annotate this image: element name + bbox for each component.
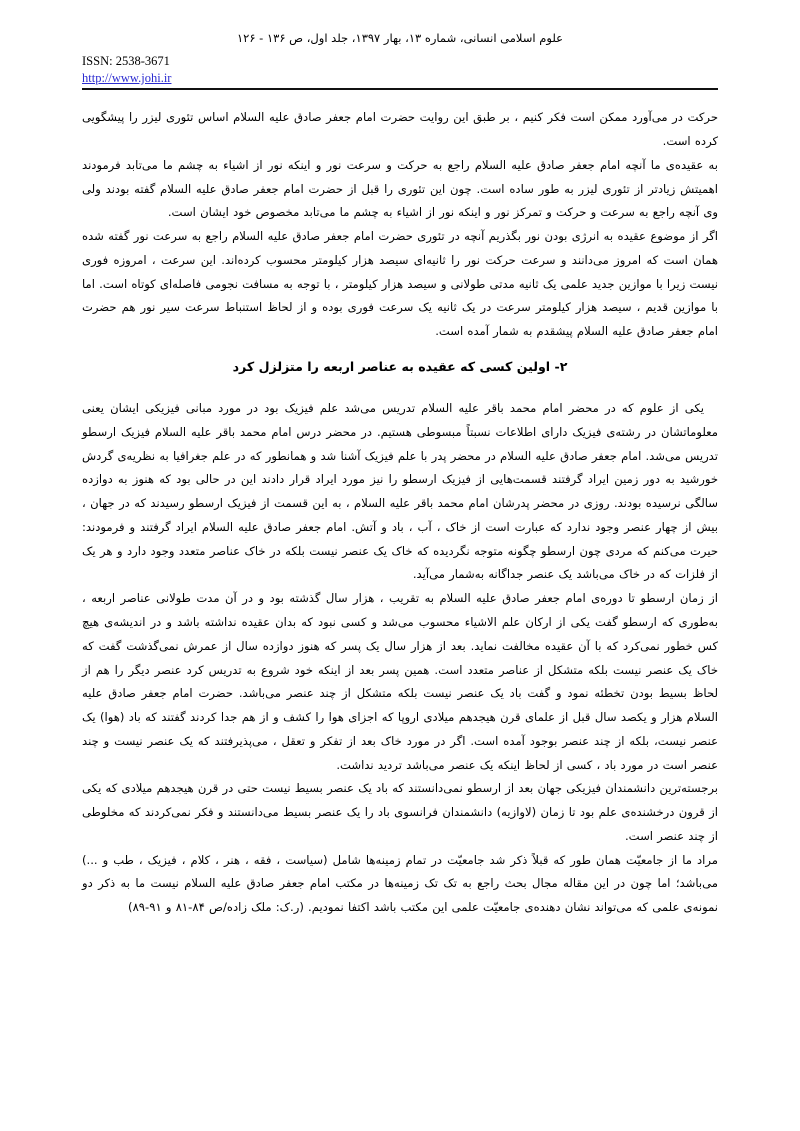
journal-identifier-block (82, 53, 718, 86)
paragraph: برجسته‌ترین دانشمندان فیزیکی جهان بعد از ارسطو نمی‌دانستند که باد یک عنصر بسیط نیست حتی در قرن هیجدهم میلادی که یکی از قرون درخشنده‌ی علم بود تا زمان (لاوازیه) دانشمندان فرانسوی باد را یک عنصر بسیط می‌دانستند و فکر نمی‌کردند که مخلوطی از چند عنصر است. (82, 781, 718, 843)
article-body (82, 106, 718, 920)
paragraph: به عقیده‌ی ما آنچه امام جعفر صادق علیه السلام راجع به حرکت و سرعت نور و اینکه نور از اشیاء به چشم ما می‌تابد فرمودند اهمیتش زیادتر از تئوری لیزر به طور ساده است. چون این تئوری را قبل از حضرت امام جعفر صادق علیه السلام گفته بودند ولی وی آنچه راجع به سرعت و حرکت و تمرکز نور و اینکه نور از اشیاء به چشم ما می‌تابد مخصوص خود ایشان است. (82, 157, 718, 220)
paragraph: از زمان ارسطو تا دوره‌ی امام جعفر صادق علیه السلام به تقریب ، هزار سال گذشته بود و در آن مدت طولانی عناصر اربعه ، به‌طوری که ارسطو گفت یکی از ارکان علم الاشیاء محسوب می‌شد و کسی نبود که بدان عقیده نداشته باشد و در اندیشه‌ی هیچ کس خطور نمی‌کرد که با آن عقیده مخالفت نماید. بعد از هزار سال یک پسر که هنوز دوازده سال از عمرش نمی‌گذشت گفت که خاک یک عنصر نیست بلکه متشکل از عناصر متعدد است. همین پسر بعد از اینکه خود شروع به تدریس کرد عنصر دیگر را هم از لحاظ بسیط بودن تخطئه نمود و گفت باد یک عنصر نیست بلکه متشکل از چند عنصر می‌باشد. حضرت امام جعفر صادق علیه السلام هزار و یکصد سال قبل از علمای قرن هیجدهم میلادی اروپا که اجزای هوا را کشف و از هم جدا کردند گفتند که باد (هوا) یک عنصر نیست، بلکه از چند عنصر بوجود آمده است. اگر در مورد خاک بعد از تفکر و تعقل ، می‌پذیرفتند که یک عنصر نیست و چند عنصر است در مورد باد ، کسی از لحاظ اینکه یک عنصر می‌باشد تردید نداشت. (82, 591, 718, 772)
journal-masthead-line: علوم اسلامی انسانی، شماره ۱۳، بهار ۱۳۹۷، جلد اول، ص ۱۳۶ - ۱۲۶ (236, 31, 564, 45)
section-heading-2: ۲- اولین کسی که عقیده به عناصر اربعه را متزلزل کرد (232, 358, 568, 374)
paragraph: اگر از موضوع عقیده به انرژی بودن نور بگذریم آنچه در تئوری حضرت امام جعفر صادق علیه السلام راجع به سرعت نور گفته شده همان است که امروز می‌دانند و سرعت حرکت نور را ثانیه‌ای سیصد هزار کیلومتر محسوب کرده‌اند. این سرعت ، امروزه فوری نیست زیرا با موازین جدید علمی یک ثانیه مدتی طولانی و سیصد هزار کیلومتر ، با توجه به مسافت نجومی فاصله‌ای کوتاه است. اما با موازین قدیم ، سیصد هزار کیلومتر سرعت در یک ثانیه یک سرعت فوری بوده و از لحاظ استنباط سرعت سیر نور هم حضرت امام جعفر صادق علیه السلام پیشقدم به شمار آمده است. (82, 229, 718, 339)
header-divider-rule (82, 88, 718, 90)
paragraph-with-citation: مراد ما از جامعیّت همان طور که قبلاً ذکر شد جامعیّت در تمام زمینه‌ها شامل (سیاست ، فقه ، هنر ، کلام ، فیزیک ، طب و ...) می‌باشد؛ اما چون در این مقاله مجال بحث راجع به تک تک زمینه‌ها در مکتب امام جعفر صادق علیه السلام نیست ما به ذکر دو نمونه‌ی علمی که می‌تواند نشان دهنده‌ی جامعیّت علمی این مکتب باشد اکتفا نمودیم. (ر.ک: ملک زاده/ص ۸۴-۸۱ و ۹۱-۸۹) (82, 852, 718, 915)
journal-website-link[interactable]: http://www.johi.ir (82, 70, 172, 85)
paragraph: حرکت در می‌آورد ممکن است فکر کنیم ، بر طبق این روایت حضرت امام جعفر صادق علیه السلام اساس تئوری لیزر را پیشگویی کرده است. (82, 110, 718, 149)
paragraph: یکی از علوم که در محضر امام محمد باقر علیه السلام تدریس می‌شد علم فیزیک بود در مورد مبانی فیزیکی ایشان یعنی معلوماتشان در رشته‌ی فیزیک دارای اطلاعات نسبتاً مبسوطی هستیم. در محضر درس امام محمد باقر علیه السلام فیزیک ارسطو تدریس می‌شد. امام جعفر صادق علیه السلام در محضر پدر با علم فیزیک آشنا شد و همانطور که در علم جغرافیا به نظریه‌ی گردش خورشید به دور زمین ایراد گرفتند قسمت‌هایی از فیزیک ارسطو را نیز مورد ایراد قرار دادند این در حالی بود که هنوز به دوازده سالگی نرسیده بودند. روزی در محضر پدرشان امام محمد باقر علیه السلام ، به این قسمت از فیزیک ارسطو رسیدند که در جهان ، بیش از چهار عنصر وجود ندارد که عبارت است از خاک ، آب ، باد و آتش. امام جعفر صادق علیه السلام ایراد گرفتند و فرمودند: حیرت می‌کنم که مردی چون ارسطو چگونه متوجه نگردیده که خاک یک عنصر نیست بلکه در خاک عناصر متعدد وجود دارد و هر یک از فلزات که در خاک می‌باشد یک عنصر جداگانه به‌شمار می‌آید. (82, 401, 718, 582)
issn-text: ISSN: 2538-3671 (82, 54, 170, 69)
